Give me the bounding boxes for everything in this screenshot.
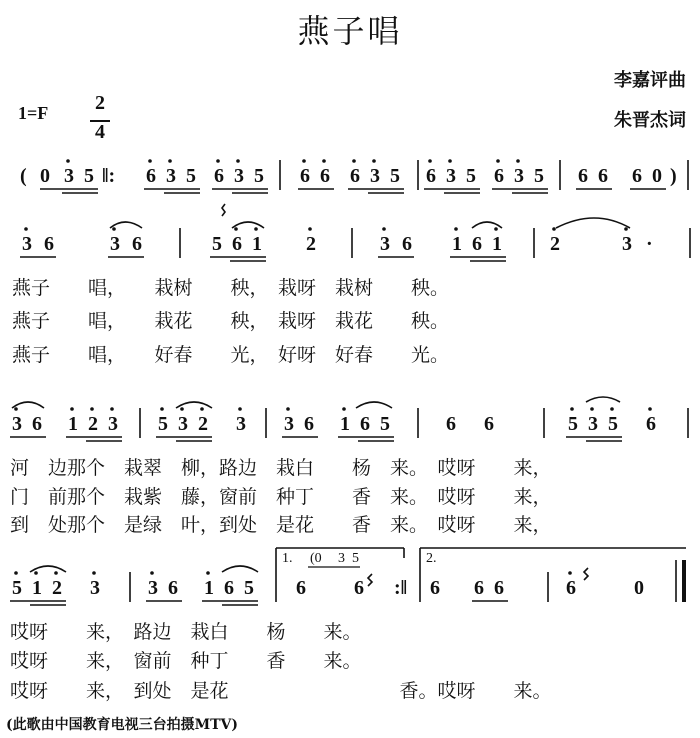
svg-text:3: 3	[236, 413, 246, 435]
lyric-s2-l2: 门 前那个 栽紫 藤，窗前 种丁 香 来。 哎呀 来，	[10, 486, 552, 508]
key-signature: 1=F	[18, 103, 49, 123]
song-title: 燕子唱	[297, 12, 403, 50]
svg-text:6: 6	[566, 577, 576, 599]
svg-text:·: ·	[646, 233, 653, 255]
svg-text:6: 6	[474, 577, 484, 599]
svg-text:6: 6	[214, 165, 224, 187]
svg-text:3: 3	[12, 413, 22, 435]
svg-text:3: 3	[588, 413, 598, 435]
time-signature-top: 2	[95, 92, 105, 114]
svg-text:6: 6	[446, 413, 456, 435]
svg-text:6: 6	[360, 413, 370, 435]
svg-text:3: 3	[370, 165, 380, 187]
svg-text:5: 5	[380, 413, 390, 435]
time-signature-bottom: 4	[95, 121, 105, 143]
svg-text:6: 6	[484, 413, 494, 435]
svg-text:6: 6	[300, 165, 310, 187]
svg-text:3: 3	[338, 551, 345, 566]
svg-text:6: 6	[472, 233, 482, 255]
svg-text:1: 1	[452, 233, 462, 255]
svg-text:6: 6	[354, 577, 364, 599]
svg-text:0: 0	[634, 577, 644, 599]
svg-text::‖: :‖	[394, 577, 408, 599]
svg-text:6: 6	[320, 165, 330, 187]
lyric-s2-l1: 河 边那个 栽翠 柳，路边 栽白 杨 来。 哎呀 来，	[10, 457, 552, 479]
svg-text:5: 5	[608, 413, 618, 435]
svg-text:2: 2	[198, 413, 208, 435]
svg-text:6: 6	[304, 413, 314, 435]
svg-text:2: 2	[306, 233, 316, 255]
lyricist-credit: 朱晋杰词	[614, 110, 686, 131]
svg-text:1: 1	[32, 577, 42, 599]
svg-text:0: 0	[652, 165, 662, 187]
svg-text:5: 5	[12, 577, 22, 599]
volta-label-2: 2.	[426, 551, 437, 566]
svg-text:2: 2	[550, 233, 560, 255]
svg-text:(: (	[20, 165, 27, 187]
svg-text:5: 5	[568, 413, 578, 435]
svg-text:3: 3	[90, 577, 100, 599]
svg-text:6: 6	[232, 233, 242, 255]
svg-text:6: 6	[146, 165, 156, 187]
composer-credit: 李嘉评曲	[614, 70, 686, 91]
svg-text:): )	[670, 165, 677, 187]
svg-text:6: 6	[402, 233, 412, 255]
svg-text:6: 6	[578, 165, 588, 187]
svg-text:1: 1	[252, 233, 262, 255]
svg-text:3: 3	[110, 233, 120, 255]
svg-text:2: 2	[52, 577, 62, 599]
svg-text:6: 6	[494, 577, 504, 599]
volta-label-1: 1.	[282, 551, 293, 566]
footer-note: (此歌由中国教育电视三台拍摄MTV)	[6, 717, 239, 733]
lyric-s3-l2: 哎呀 来， 窗前 种丁 香 来。	[10, 650, 362, 672]
svg-text:3: 3	[166, 165, 176, 187]
svg-text:6: 6	[632, 165, 642, 187]
svg-text:3: 3	[178, 413, 188, 435]
svg-text:3: 3	[622, 233, 632, 255]
lyric-s1-l2: 燕子 唱， 栽花 秧， 栽呀 栽花 秧。	[12, 310, 450, 332]
svg-text:3: 3	[380, 233, 390, 255]
lyric-s3-l1: 哎呀 来， 路边 栽白 杨 来。	[10, 621, 362, 643]
svg-text:5: 5	[244, 577, 254, 599]
svg-text:6: 6	[426, 165, 436, 187]
svg-text:6: 6	[32, 413, 42, 435]
svg-text:5: 5	[212, 233, 222, 255]
lyric-s1-l1: 燕子 唱， 栽树 秧， 栽呀 栽树 秧。	[12, 277, 450, 299]
svg-text:3: 3	[22, 233, 32, 255]
svg-text:6: 6	[296, 577, 306, 599]
svg-text:3: 3	[284, 413, 294, 435]
svg-text:1: 1	[204, 577, 214, 599]
svg-text:1: 1	[492, 233, 502, 255]
lyric-s2-l3: 到 处那个 是绿 叶，到处 是花 香 来。 哎呀 来，	[10, 514, 552, 536]
svg-text:5: 5	[84, 165, 94, 187]
svg-text:3: 3	[148, 577, 158, 599]
svg-text:5: 5	[158, 413, 168, 435]
svg-text:5: 5	[254, 165, 264, 187]
svg-text:5: 5	[352, 551, 359, 566]
svg-text:6: 6	[646, 413, 656, 435]
svg-text:5: 5	[466, 165, 476, 187]
svg-text:5: 5	[186, 165, 196, 187]
svg-text:(0: (0	[310, 551, 322, 566]
svg-text:3: 3	[64, 165, 74, 187]
svg-text:6: 6	[44, 233, 54, 255]
svg-text:2: 2	[88, 413, 98, 435]
svg-text:1: 1	[68, 413, 78, 435]
svg-text:5: 5	[390, 165, 400, 187]
svg-text:‖:: ‖:	[102, 165, 116, 187]
svg-text:6: 6	[224, 577, 234, 599]
svg-text:6: 6	[598, 165, 608, 187]
svg-text:3: 3	[234, 165, 244, 187]
svg-text:6: 6	[494, 165, 504, 187]
svg-text:3: 3	[514, 165, 524, 187]
svg-text:6: 6	[350, 165, 360, 187]
svg-text:0: 0	[40, 165, 50, 187]
lyric-s1-l3: 燕子 唱， 好春 光， 好呀 好春 光。	[12, 344, 450, 366]
svg-text:5: 5	[534, 165, 544, 187]
svg-text:6: 6	[168, 577, 178, 599]
svg-text:6: 6	[430, 577, 440, 599]
lyric-s3-l3: 哎呀 来， 到处 是花 香。哎呀 来。	[10, 680, 552, 702]
svg-text:6: 6	[132, 233, 142, 255]
svg-text:1: 1	[340, 413, 350, 435]
svg-text:3: 3	[108, 413, 118, 435]
svg-text:3: 3	[446, 165, 456, 187]
intro-line	[20, 165, 677, 187]
